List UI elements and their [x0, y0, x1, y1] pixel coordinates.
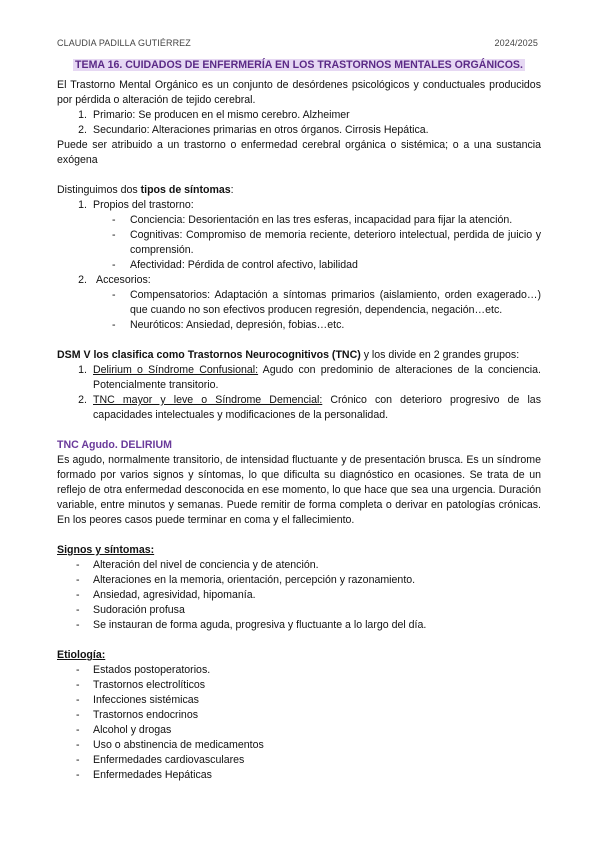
delirium-heading: TNC Agudo. DELIRIUM — [57, 439, 172, 451]
list-item: - Ansiedad, agresividad, hipomanía. — [76, 589, 256, 601]
header-year: 2024/2025 — [494, 38, 538, 48]
list-item: - Trastornos electrolíticos — [76, 679, 206, 691]
list-item: - Infecciones sistémicas — [76, 694, 199, 706]
list-item: 1. Propios del trastorno: — [78, 199, 194, 211]
dsm-intro: DSM V los clasifica como Trastornos Neurocognitivos (TNC) y los divide en 2 grandes grupos: — [57, 349, 520, 361]
list-item: 2. Accesorios: — [78, 274, 151, 286]
document-title: TEMA 16. CUIDADOS DE ENFERMERÍA EN LOS TRASTORNOS MENTALES ORGÁNICOS. — [75, 59, 523, 71]
list-item: - Neuróticos: Ansiedad, depresión, fobias…etc. — [112, 319, 345, 331]
list-item: - Se instauran de forma aguda, progresiva y fluctuante a lo largo del día. — [76, 619, 427, 631]
list-item: - Afectividad: Pérdida de control afectivo, labilidad — [112, 259, 358, 271]
list-item: - Alteraciones en la memoria, orientación, percepción y razonamiento. — [76, 574, 416, 586]
list-item: 2. TNC mayor y leve o Síndrome Demencial: Crónico con deterioro progresivo de las capacidades intelectuales y modificaciones de la personalidad. — [78, 394, 541, 421]
list-item: - Alcohol y drogas — [76, 724, 172, 736]
list-item: - Enfermedades cardiovasculares — [76, 754, 245, 766]
list-item: - Compensatorios: Adaptación a síntomas primarios (aislamiento, orden exagerado…) que cuando no son efectivos producen regresión, dependencia, negación…etc. — [112, 289, 541, 316]
list-item: - Alteración del nivel de conciencia y de atención. — [76, 559, 319, 571]
list-item: 2. Secundario: Alteraciones primarias en otros órganos. Cirrosis Hepática. — [78, 124, 429, 136]
list-item: - Cognitivas: Compromiso de memoria reciente, deterioro intelectual, perdida de juicio y comprensión. — [112, 229, 541, 256]
delirium-description: Es agudo, normalmente transitorio, de intensidad fluctuante y de presentación brusca. Es un síndrome formado por varios signos y síntomas, lo que dificulta su diagnóstico en ocasiones. Se trata de un reflejo de otra enfermedad desconocida en ese momento, lo que hace que sea una urgencia. Duración variable, entre minutos y semanas. Puede remitir de forma completa o derivar en patologías crónicas. En los peores casos puede terminar en coma y el fallecimiento. — [57, 454, 541, 526]
header-author: CLAUDIA PADILLA GUTIÉRREZ — [57, 38, 191, 48]
list-item: 1. Delirium o Síndrome Confusional: Agudo con predominio de alteraciones de la conciencia. Potencialmente transitorio. — [78, 364, 541, 391]
list-item: - Trastornos endocrinos — [76, 709, 199, 721]
symptom-types-lead: Distinguimos dos tipos de síntomas: — [57, 184, 234, 196]
list-item: - Conciencia: Desorientación en las tres esferas, incapacidad para fijar la atención. — [112, 214, 513, 226]
intro-attribution: Puede ser atribuido a un trastorno o enfermedad cerebral orgánica o sistémica; o a una sustancia exógena — [57, 139, 541, 166]
signs-heading: Signos y síntomas: — [57, 544, 155, 556]
list-item: - Sudoración profusa — [76, 604, 185, 616]
organic-types-list — [57, 108, 541, 138]
list-item: - Estados postoperatorios. — [76, 664, 211, 676]
document-content — [57, 58, 541, 783]
list-item: - Uso o abstinencia de medicamentos — [76, 739, 264, 751]
intro-definition: El Trastorno Mental Orgánico es un conjunto de desórdenes psicológicos y conductuales producidos por pérdida o alteración de tejido cerebral. — [57, 79, 541, 106]
etiology-heading: Etiología: — [57, 649, 106, 661]
list-item: - Enfermedades Hepáticas — [76, 769, 212, 781]
list-item: 1. Primario: Se producen en el mismo cerebro. Alzheimer — [78, 109, 350, 121]
